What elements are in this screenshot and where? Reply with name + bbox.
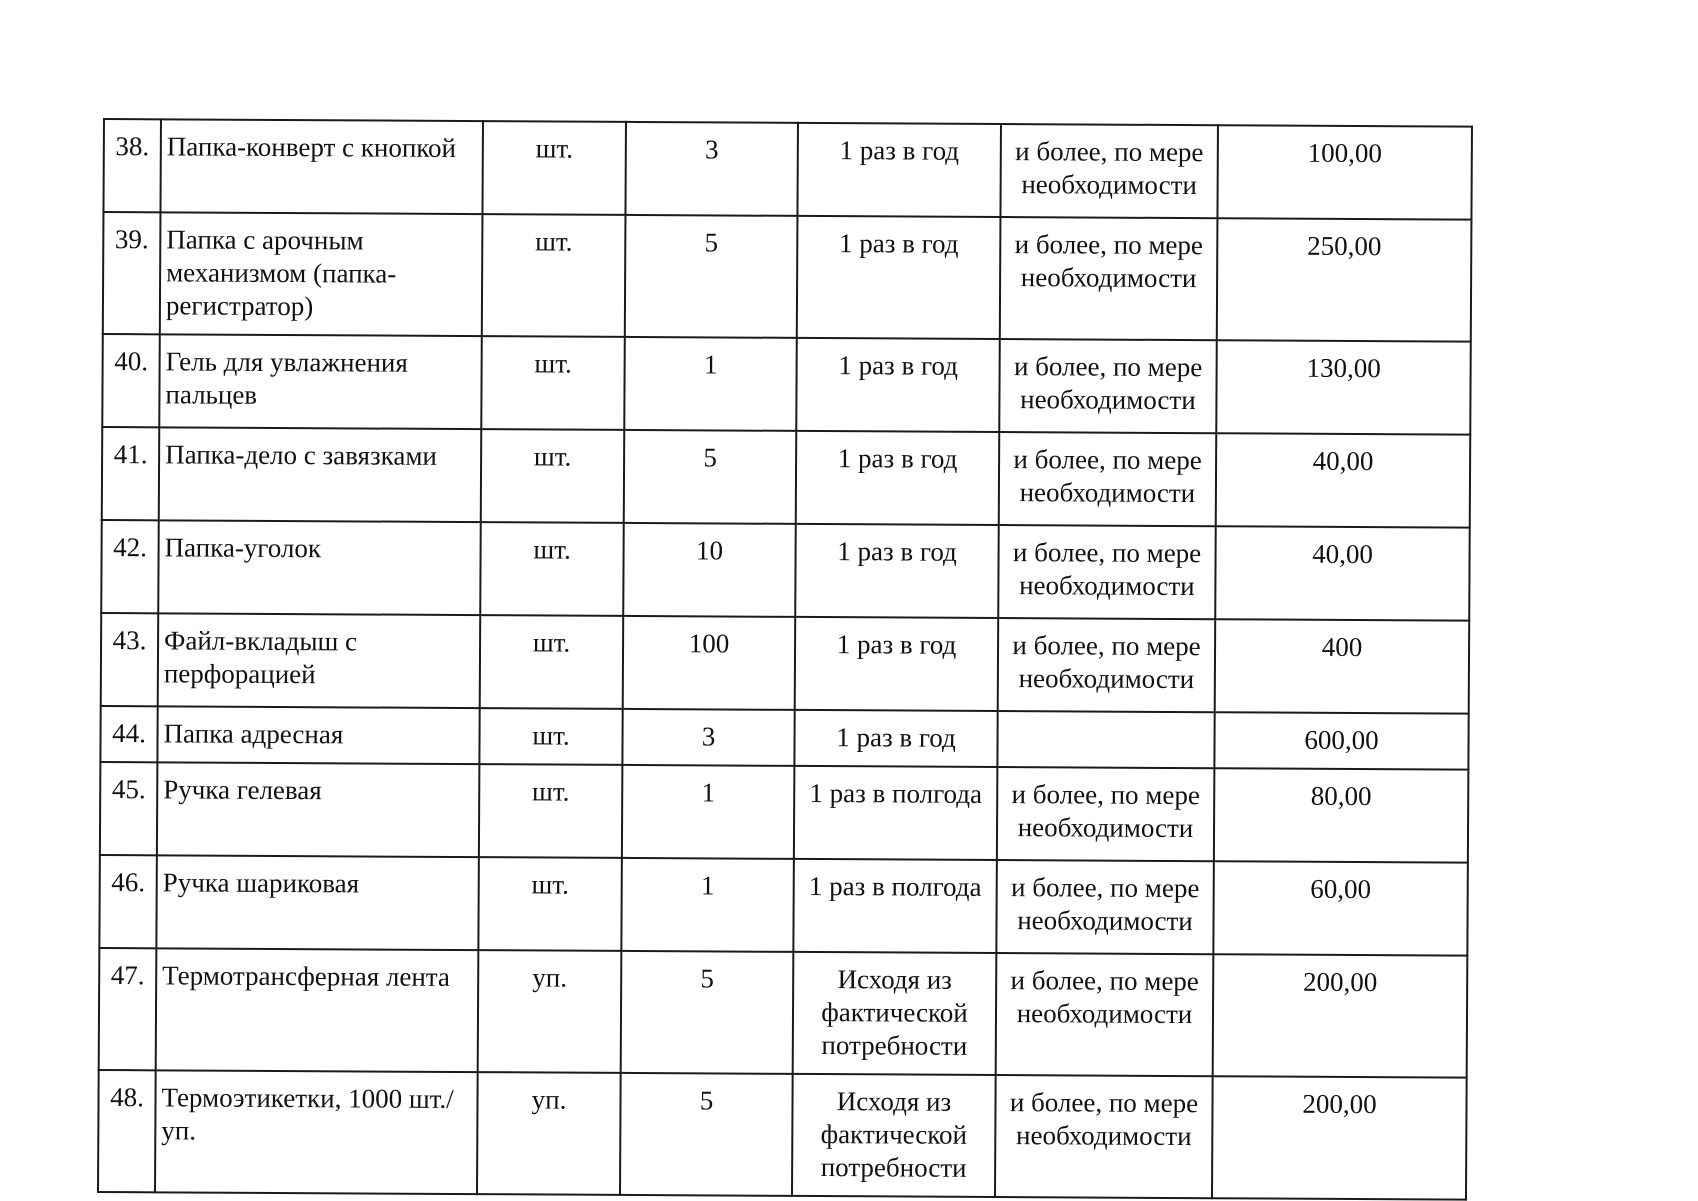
item-unit: шт. bbox=[481, 336, 625, 430]
row-number: 45. bbox=[100, 762, 158, 855]
row-number: 41. bbox=[102, 427, 160, 520]
item-unit: шт. bbox=[481, 429, 625, 523]
item-unit: шт. bbox=[479, 764, 623, 858]
row-number: 48. bbox=[98, 1070, 156, 1192]
table-row bbox=[102, 334, 1470, 435]
row-number: 44. bbox=[100, 706, 157, 762]
item-quantity: 5 bbox=[624, 430, 797, 524]
item-price: 250,00 bbox=[1217, 218, 1472, 341]
item-name: Термоэтикетки, 1000 шт./уп. bbox=[155, 1070, 478, 1194]
item-period: 1 раз в полгода bbox=[793, 859, 997, 953]
item-unit: шт. bbox=[480, 615, 624, 709]
table-row bbox=[100, 762, 1468, 863]
item-note: и более, по мере необходимости bbox=[998, 525, 1216, 619]
item-note: и более, по мере необходимости bbox=[999, 432, 1217, 526]
item-quantity: 3 bbox=[622, 709, 794, 766]
item-price: 200,00 bbox=[1212, 1076, 1467, 1199]
item-note: и более, по мере необходимости bbox=[1000, 124, 1218, 218]
item-name: Ручка гелевая bbox=[157, 762, 480, 857]
item-name: Папка адресная bbox=[157, 706, 479, 764]
item-price: 40,00 bbox=[1216, 433, 1471, 527]
item-unit: уп. bbox=[478, 950, 622, 1073]
item-price: 40,00 bbox=[1215, 526, 1470, 620]
item-note: и более, по мере необходимости bbox=[998, 618, 1216, 712]
item-quantity: 5 bbox=[625, 215, 798, 338]
item-quantity: 5 bbox=[620, 1073, 793, 1196]
item-note: и более, по мере необходимости bbox=[999, 339, 1217, 433]
table-row bbox=[100, 706, 1468, 770]
item-period: 1 раз в год bbox=[794, 710, 997, 767]
item-price: 60,00 bbox=[1213, 861, 1468, 955]
item-unit: шт. bbox=[482, 121, 626, 215]
item-price: 600,00 bbox=[1214, 712, 1468, 769]
row-number: 40. bbox=[102, 334, 160, 427]
item-period: 1 раз в год bbox=[797, 123, 1001, 217]
table-row bbox=[99, 948, 1468, 1078]
item-name: Папка-дело с завязками bbox=[159, 427, 482, 522]
item-name: Папка-конверт с кнопкой bbox=[160, 119, 483, 214]
item-period: 1 раз в год bbox=[796, 338, 1000, 432]
item-period: 1 раз в год bbox=[797, 216, 1001, 339]
item-quantity: 10 bbox=[623, 523, 796, 617]
item-price: 100,00 bbox=[1217, 125, 1472, 219]
item-quantity: 1 bbox=[624, 337, 797, 431]
item-period: 1 раз в год bbox=[795, 524, 999, 618]
item-note: и более, по мере необходимости bbox=[995, 1075, 1213, 1198]
item-quantity: 100 bbox=[623, 616, 796, 710]
item-name: Ручка шариковая bbox=[156, 855, 479, 950]
item-note: и более, по мере необходимости bbox=[996, 860, 1214, 954]
supplies-table bbox=[97, 118, 1473, 1201]
item-unit: шт. bbox=[478, 857, 622, 951]
item-period: 1 раз в полгода bbox=[794, 766, 998, 860]
item-name: Папка с арочным механизмом (папка-регистратор) bbox=[160, 212, 483, 336]
item-price: 80,00 bbox=[1214, 768, 1469, 862]
item-name: Гель для увлажнения пальцев bbox=[159, 334, 482, 429]
table-row bbox=[103, 119, 1471, 220]
item-quantity: 1 bbox=[621, 858, 794, 952]
table-row bbox=[102, 427, 1470, 528]
row-number: 39. bbox=[103, 212, 161, 334]
row-number: 43. bbox=[101, 613, 159, 706]
table-row bbox=[98, 1070, 1467, 1200]
table-row bbox=[101, 613, 1469, 714]
item-period: Исходя из фактической потребности bbox=[792, 1074, 996, 1197]
item-name: Файл-вкладыш с перфорацией bbox=[158, 613, 481, 708]
row-number: 42. bbox=[101, 520, 159, 613]
item-quantity: 1 bbox=[622, 765, 795, 859]
item-price: 130,00 bbox=[1216, 340, 1471, 434]
table-row bbox=[99, 855, 1467, 956]
item-unit: уп. bbox=[477, 1072, 621, 1195]
table-row bbox=[101, 520, 1469, 621]
item-period: Исходя из фактической потребности bbox=[793, 952, 997, 1075]
item-unit: шт. bbox=[480, 522, 624, 616]
item-unit: шт. bbox=[479, 708, 622, 765]
row-number: 46. bbox=[99, 855, 157, 948]
row-number: 47. bbox=[99, 948, 157, 1070]
row-number: 38. bbox=[103, 119, 161, 212]
item-note: и более, по мере необходимости bbox=[997, 767, 1215, 861]
item-period: 1 раз в год bbox=[796, 431, 1000, 525]
table-body bbox=[98, 119, 1472, 1200]
item-note: и более, по мере необходимости bbox=[996, 953, 1214, 1076]
item-note: и более, по мере необходимости bbox=[1000, 217, 1218, 340]
item-name: Термотрансферная лента bbox=[156, 948, 479, 1072]
item-unit: шт. bbox=[482, 214, 626, 337]
item-period: 1 раз в год bbox=[795, 617, 999, 711]
item-quantity: 3 bbox=[625, 122, 798, 216]
item-note bbox=[997, 711, 1214, 768]
table-row bbox=[103, 212, 1472, 342]
item-price: 200,00 bbox=[1213, 954, 1468, 1077]
item-name: Папка-уголок bbox=[158, 520, 481, 615]
item-quantity: 5 bbox=[621, 951, 794, 1074]
item-price: 400 bbox=[1215, 619, 1470, 713]
